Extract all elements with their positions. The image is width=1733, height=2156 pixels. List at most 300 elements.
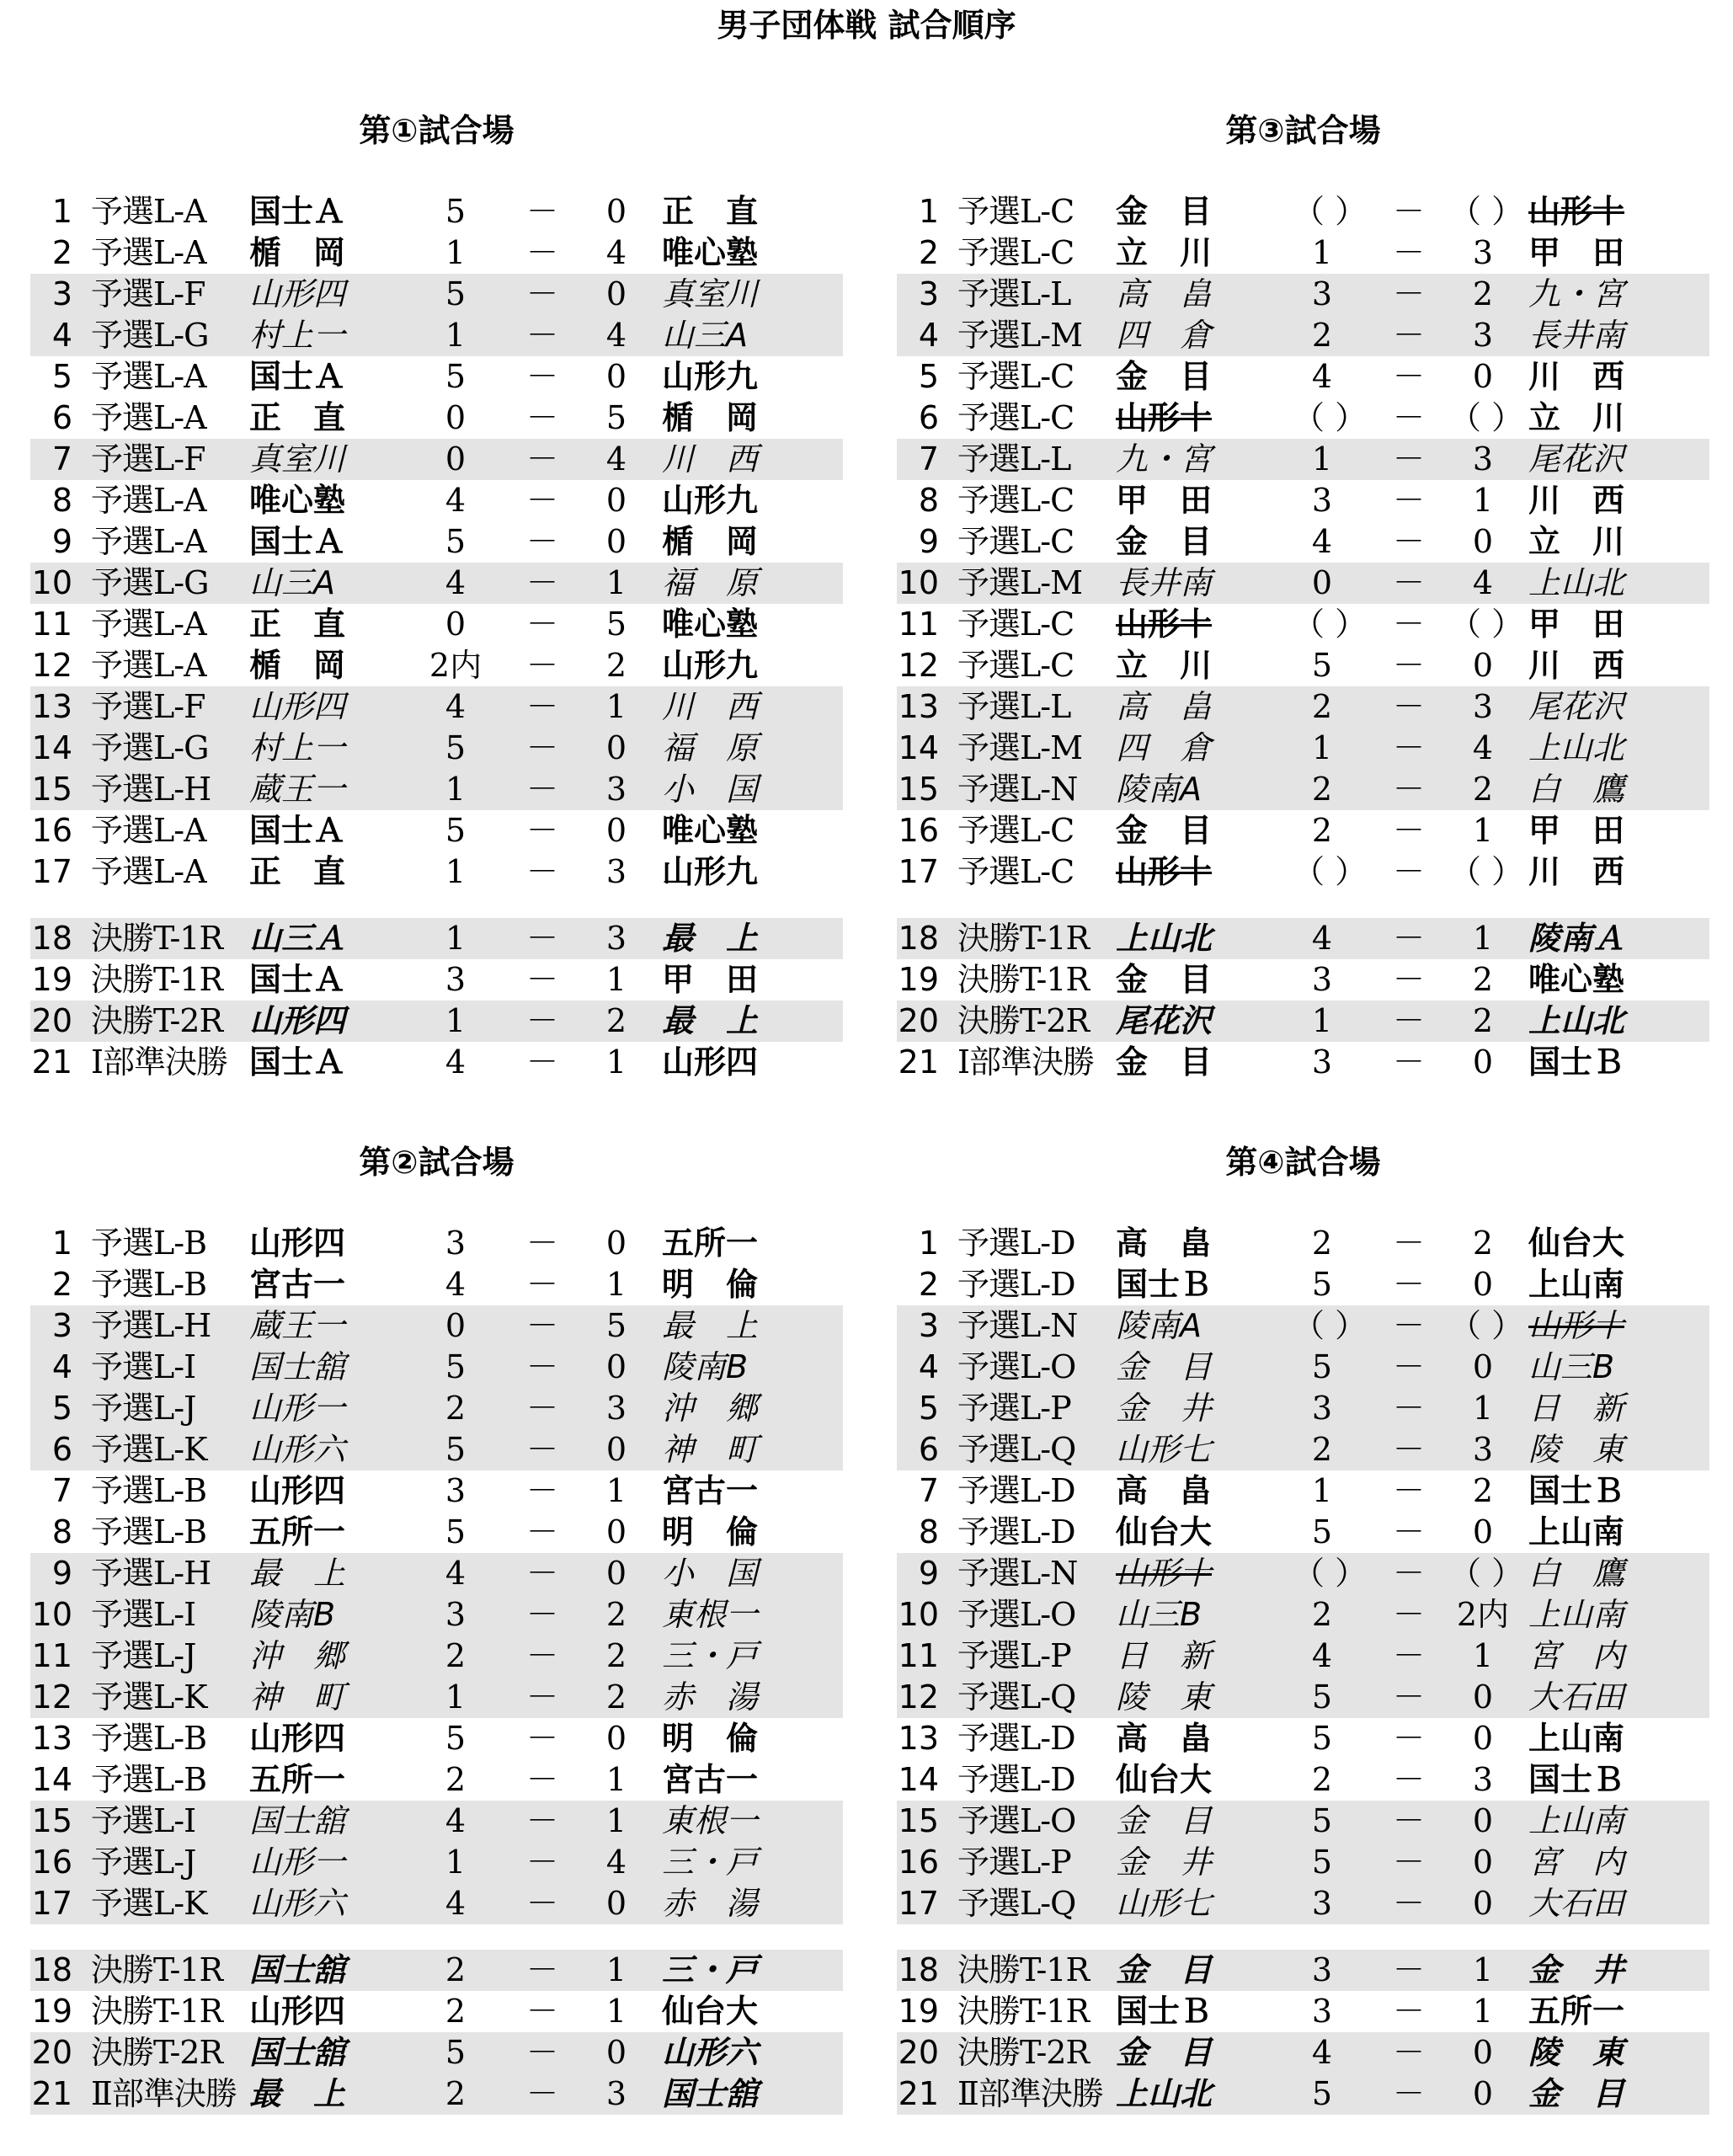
home-score: （ ）: [1293, 193, 1368, 230]
match-round: 予選L-C: [957, 606, 1074, 643]
home-team: 金 井: [1116, 1844, 1213, 1881]
match-number: 15: [898, 1802, 939, 1839]
match-round: 予選L-A: [91, 482, 206, 519]
home-team: 陵 東: [1116, 1678, 1213, 1716]
match-number: 20: [898, 2034, 939, 2071]
away-score: 1: [605, 564, 627, 601]
match-round: 予選L-A: [91, 812, 206, 849]
home-team: 甲 田: [1116, 482, 1213, 519]
match-row: [897, 810, 1709, 851]
match-row: [30, 315, 843, 356]
match-row: [30, 686, 843, 728]
home-score: 1: [1311, 440, 1333, 478]
away-score: 1: [605, 1472, 627, 1509]
home-score: 1: [1311, 234, 1333, 271]
away-team: 大石田: [1528, 1885, 1625, 1922]
venue-title: 第①試合場: [359, 112, 515, 149]
away-score: 0: [605, 1513, 627, 1550]
away-team: 正 直: [662, 193, 759, 230]
match-row: [30, 851, 843, 893]
home-team: 山形一: [249, 1390, 346, 1427]
away-team: 宮 内: [1528, 1637, 1625, 1674]
score-dash: －: [1392, 275, 1425, 312]
home-team: 村上一: [249, 317, 346, 354]
match-row: [897, 439, 1709, 480]
home-score: 2: [445, 1761, 467, 1798]
score-dash: －: [1392, 812, 1425, 849]
match-number: 6: [51, 1431, 72, 1468]
match-round: 予選L-A: [91, 647, 206, 684]
away-team: 山形九: [662, 358, 759, 395]
away-team: 金 目: [1528, 2075, 1625, 2112]
home-score: （ ）: [1293, 1307, 1368, 1344]
away-score: 2: [1472, 1225, 1494, 1262]
home-team: 山形四: [249, 275, 346, 312]
away-team: 陵 東: [1528, 1431, 1625, 1468]
away-team: 五所一: [1528, 1993, 1625, 2030]
match-row: [30, 1991, 843, 2032]
match-row: [897, 1429, 1709, 1470]
away-score: 3: [605, 2075, 627, 2112]
away-score: 0: [1472, 1885, 1494, 1922]
home-team: 山三B: [1116, 1596, 1202, 1633]
away-team: 陵南Ａ: [1528, 920, 1625, 957]
home-score: （ ）: [1293, 1555, 1368, 1592]
away-score: 2: [605, 647, 627, 684]
home-score: 2: [1311, 1596, 1333, 1633]
match-number: 2: [918, 1266, 939, 1303]
match-number: 1: [918, 1225, 939, 1262]
away-score: 3: [1472, 440, 1494, 478]
match-round: 予選L-B: [91, 1513, 206, 1550]
home-score: 3: [1311, 1885, 1333, 1922]
match-round: 決勝T-1R: [91, 1993, 223, 2030]
match-round: 決勝T-1R: [91, 920, 223, 957]
match-round: 予選L-D: [957, 1225, 1075, 1262]
match-number: 15: [31, 771, 72, 808]
home-team: 山形四: [249, 1993, 346, 2030]
home-score: 2: [445, 2075, 467, 2112]
score-dash: －: [525, 1951, 558, 1988]
match-row: [897, 645, 1709, 686]
match-number: 14: [31, 729, 72, 766]
score-dash: －: [1392, 399, 1425, 436]
away-team: 福 原: [662, 564, 759, 601]
match-number: 2: [918, 234, 939, 271]
match-row: [30, 1883, 843, 1924]
match-row: [30, 1636, 843, 1677]
away-score: 2: [1472, 1002, 1494, 1039]
match-round: 予選L-O: [957, 1596, 1076, 1633]
match-number: 2: [51, 234, 72, 271]
away-score: 3: [1472, 1761, 1494, 1798]
home-team: 最 上: [249, 2075, 346, 2112]
away-score: 2: [1472, 275, 1494, 312]
away-team: 楯 岡: [662, 523, 759, 560]
match-row: [897, 315, 1709, 356]
match-round: 予選L-Q: [957, 1678, 1076, 1716]
away-team: 日 新: [1528, 1390, 1625, 1427]
home-team: 国士舘: [249, 1802, 346, 1839]
venue-panel-3: [897, 109, 1709, 1081]
home-team: 山形四: [249, 1225, 346, 1262]
score-dash: －: [1392, 1043, 1425, 1081]
home-score: 5: [445, 1431, 467, 1468]
match-number: 16: [898, 1844, 939, 1881]
match-row: [30, 1429, 843, 1470]
match-number: 16: [31, 1844, 72, 1881]
away-team: 上山南: [1528, 1513, 1625, 1550]
match-round: 予選L-P: [957, 1390, 1071, 1427]
home-score: 2: [445, 1390, 467, 1427]
score-dash: －: [525, 1637, 558, 1674]
match-row: [30, 1677, 843, 1718]
home-team: 楯 岡: [249, 647, 346, 684]
score-dash: －: [525, 647, 558, 684]
match-number: 9: [51, 1555, 72, 1592]
match-row: [30, 1305, 843, 1347]
away-team: 上山南: [1528, 1720, 1625, 1757]
home-team: 金 目: [1116, 1802, 1213, 1839]
match-number: 7: [918, 1472, 939, 1509]
score-dash: －: [1392, 1390, 1425, 1427]
score-dash: －: [525, 1555, 558, 1592]
home-team: 上山北: [1116, 2075, 1213, 2112]
match-row: [897, 959, 1709, 1001]
match-number: 19: [898, 1993, 939, 2030]
away-score: 4: [1472, 729, 1494, 766]
match-row: [30, 1950, 843, 1991]
match-row: [897, 398, 1709, 439]
away-team: 川 西: [1528, 358, 1625, 395]
home-team: 山形七: [1116, 1431, 1213, 1468]
score-dash: －: [1392, 688, 1425, 725]
match-round: 予選L-M: [957, 317, 1082, 354]
away-team: 宮古一: [662, 1761, 759, 1798]
away-team: 沖 郷: [662, 1390, 759, 1427]
home-team: 山形六: [249, 1431, 346, 1468]
away-score: 0: [605, 1348, 627, 1385]
home-score: （ ）: [1293, 399, 1368, 436]
score-dash: －: [1392, 358, 1425, 395]
match-round: 予選L-C: [957, 523, 1074, 560]
home-team: 国士Ａ: [249, 961, 346, 998]
away-score: 0: [605, 523, 627, 560]
away-score: （ ）: [1449, 1555, 1524, 1592]
venue-title: 第④試合場: [1225, 1144, 1381, 1181]
score-dash: －: [1392, 1637, 1425, 1674]
score-dash: －: [525, 1802, 558, 1839]
home-score: 3: [1311, 275, 1333, 312]
home-team: 金 目: [1116, 1951, 1213, 1988]
away-score: 3: [1472, 1431, 1494, 1468]
home-score: 0: [445, 606, 467, 643]
home-team: 高 畠: [1116, 688, 1213, 725]
home-score: 3: [1311, 1043, 1333, 1081]
score-dash: －: [1392, 2075, 1425, 2112]
match-round: 決勝T-2R: [957, 2034, 1090, 2071]
away-score: 0: [605, 1225, 627, 1262]
match-round: 決勝T-1R: [957, 1993, 1090, 2030]
match-round: 予選L-A: [91, 193, 206, 230]
score-dash: －: [1392, 1225, 1425, 1262]
match-round: 予選L-D: [957, 1266, 1075, 1303]
score-dash: －: [1392, 1513, 1425, 1550]
score-dash: －: [525, 1307, 558, 1344]
score-dash: －: [525, 771, 558, 808]
home-team: 高 畠: [1116, 1472, 1213, 1509]
home-score: 0: [445, 1307, 467, 1344]
home-score: 5: [445, 729, 467, 766]
away-score: 0: [605, 729, 627, 766]
home-team: 山三Ａ: [249, 920, 346, 957]
home-score: 5: [445, 275, 467, 312]
match-round: 予選L-B: [91, 1761, 206, 1798]
score-dash: －: [1392, 440, 1425, 478]
away-score: 1: [605, 1761, 627, 1798]
match-row: [30, 2032, 843, 2073]
away-score: 0: [1472, 1844, 1494, 1881]
away-team: 甲 田: [1528, 234, 1625, 271]
match-row: [897, 1801, 1709, 1842]
match-number: 13: [898, 688, 939, 725]
away-team: 山形四: [662, 1043, 759, 1081]
match-row: [30, 918, 843, 959]
home-team: 唯心塾: [249, 482, 346, 519]
match-number: 7: [51, 1472, 72, 1509]
away-score: 2: [1472, 961, 1494, 998]
home-score: 1: [445, 771, 467, 808]
match-round: 予選L-Q: [957, 1885, 1076, 1922]
match-row: [897, 2032, 1709, 2073]
home-score: 4: [1311, 1637, 1333, 1674]
away-team: 最 上: [662, 1002, 759, 1039]
home-team: 国士舘: [249, 1348, 346, 1385]
match-number: 18: [31, 1951, 72, 1988]
match-number: 12: [898, 647, 939, 684]
score-dash: －: [1392, 606, 1425, 643]
score-dash: －: [525, 1720, 558, 1757]
home-score: 4: [445, 688, 467, 725]
score-dash: －: [525, 853, 558, 890]
away-team: 唯心塾: [662, 812, 759, 849]
home-team: 国士Ａ: [249, 523, 346, 560]
match-number: 20: [31, 1002, 72, 1039]
match-number: 9: [918, 523, 939, 560]
match-number: 18: [898, 920, 939, 957]
match-row: [897, 191, 1709, 232]
match-round: 予選L-B: [91, 1225, 206, 1262]
away-team: 甲 田: [1528, 606, 1625, 643]
match-row: [897, 1512, 1709, 1553]
match-number: 4: [918, 317, 939, 354]
match-number: 5: [918, 358, 939, 395]
score-dash: －: [525, 1390, 558, 1427]
home-team: 山三A: [249, 564, 335, 601]
score-dash: －: [525, 2075, 558, 2112]
away-team: 白 鷹: [1528, 771, 1625, 808]
home-team: 正 直: [249, 399, 346, 436]
home-team: 山形十: [1116, 606, 1213, 643]
home-score: 5: [445, 812, 467, 849]
match-round: 予選L-A: [91, 358, 206, 395]
away-team: 楯 岡: [662, 399, 759, 436]
home-score: 5: [445, 1720, 467, 1757]
home-team: 立 川: [1116, 647, 1213, 684]
match-round: 予選L-I: [91, 1596, 196, 1633]
score-dash: －: [1392, 961, 1425, 998]
home-team: 宮古一: [249, 1266, 346, 1303]
score-dash: －: [525, 1225, 558, 1262]
away-team: 福 原: [662, 729, 759, 766]
match-number: 1: [51, 193, 72, 230]
match-row: [30, 1347, 843, 1388]
away-score: 3: [605, 1390, 627, 1427]
home-score: 1: [1311, 1002, 1333, 1039]
away-score: （ ）: [1449, 399, 1524, 436]
match-number: 13: [31, 1720, 72, 1757]
home-team: 山形四: [249, 1472, 346, 1509]
match-number: 7: [918, 440, 939, 478]
home-team: 蔵王一: [249, 1307, 346, 1344]
match-row: [30, 604, 843, 645]
home-score: 2内: [429, 647, 483, 684]
away-score: 1: [1472, 812, 1494, 849]
away-score: 0: [605, 1431, 627, 1468]
home-team: 高 畠: [1116, 1225, 1213, 1262]
match-number: 17: [898, 853, 939, 890]
home-score: 5: [1311, 1720, 1333, 1757]
score-dash: －: [525, 1431, 558, 1468]
home-team: 金 目: [1116, 2034, 1213, 2071]
away-team: 国士Ｂ: [1528, 1472, 1625, 1509]
home-score: 4: [445, 1555, 467, 1592]
score-dash: －: [1392, 1993, 1425, 2030]
score-dash: －: [525, 1513, 558, 1550]
match-row: [897, 1677, 1709, 1718]
away-team: 陵南B: [662, 1348, 749, 1385]
score-dash: －: [525, 1348, 558, 1385]
match-row: [897, 851, 1709, 893]
away-team: 明 倫: [662, 1513, 759, 1550]
match-round: 予選L-H: [91, 1307, 211, 1344]
match-round: 予選L-J: [91, 1844, 196, 1881]
away-team: 山三B: [1528, 1348, 1615, 1385]
match-row: [30, 959, 843, 1001]
match-number: 17: [898, 1885, 939, 1922]
match-number: 6: [918, 1431, 939, 1468]
away-team: 川 西: [1528, 853, 1625, 890]
match-row: [897, 1470, 1709, 1512]
venue-panel-2: [30, 1141, 843, 2112]
home-team: 国士Ｂ: [1116, 1266, 1213, 1303]
home-team: 山形四: [249, 688, 346, 725]
match-number: 12: [31, 1678, 72, 1716]
score-dash: －: [1392, 853, 1425, 890]
away-score: 0: [605, 358, 627, 395]
home-team: 金 井: [1116, 1390, 1213, 1427]
score-dash: －: [1392, 1885, 1425, 1922]
home-team: 国士舘: [249, 1951, 346, 1988]
score-dash: －: [525, 482, 558, 519]
match-round: 予選L-A: [91, 606, 206, 643]
away-team: 九・宮: [1528, 275, 1625, 312]
match-round: 予選L-G: [91, 729, 209, 766]
match-row: [897, 2073, 1709, 2115]
home-score: 2: [1311, 1225, 1333, 1262]
score-dash: －: [1392, 729, 1425, 766]
home-team: 高 畠: [1116, 275, 1213, 312]
home-team: 正 直: [249, 606, 346, 643]
match-round: 予選L-G: [91, 564, 209, 601]
match-round: 予選L-N: [957, 1307, 1078, 1344]
match-row: [897, 1636, 1709, 1677]
score-dash: －: [1392, 920, 1425, 957]
home-team: 山形四: [249, 1002, 346, 1039]
home-score: 3: [1311, 1951, 1333, 1988]
match-round: 予選L-C: [957, 853, 1074, 890]
away-team: 小 国: [662, 1555, 759, 1592]
match-number: 11: [898, 1637, 939, 1674]
home-score: （ ）: [1293, 606, 1368, 643]
score-dash: －: [525, 1266, 558, 1303]
away-team: 山形九: [662, 482, 759, 519]
match-number: 2: [51, 1266, 72, 1303]
match-number: 20: [898, 1002, 939, 1039]
match-round: Ⅱ部準決勝: [957, 2075, 1103, 2112]
match-row: [897, 1388, 1709, 1429]
venue-panel-4: [897, 1141, 1709, 2112]
home-team: 陵南B: [249, 1596, 336, 1633]
match-row: [30, 1594, 843, 1636]
match-number: 15: [31, 1802, 72, 1839]
home-team: 真室川: [249, 440, 346, 478]
away-team: 赤 湯: [662, 1678, 759, 1716]
match-number: 10: [31, 1596, 72, 1633]
away-team: 神 町: [662, 1431, 759, 1468]
home-score: 1: [445, 1844, 467, 1881]
match-row: [30, 356, 843, 398]
away-team: 仙台大: [1528, 1225, 1625, 1262]
away-score: 1: [605, 1802, 627, 1839]
away-score: 0: [1472, 1513, 1494, 1550]
away-score: 1: [1472, 1951, 1494, 1988]
match-number: 13: [31, 688, 72, 725]
home-team: 正 直: [249, 853, 346, 890]
match-number: 1: [51, 1225, 72, 1262]
match-round: 予選L-M: [957, 564, 1082, 601]
match-row: [30, 728, 843, 769]
match-round: 予選L-C: [957, 234, 1074, 271]
home-team: 上山北: [1116, 920, 1213, 957]
home-score: 3: [1311, 482, 1333, 519]
venue-title: 第②試合場: [359, 1144, 515, 1181]
match-row: [30, 480, 843, 521]
match-row: [897, 1305, 1709, 1347]
away-team: 立 川: [1528, 523, 1625, 560]
away-score: 3: [605, 920, 627, 957]
away-team: 川 西: [662, 440, 759, 478]
score-dash: －: [525, 961, 558, 998]
home-score: 0: [1311, 564, 1333, 601]
home-team: 神 町: [249, 1678, 346, 1716]
away-score: 0: [605, 1555, 627, 1592]
match-number: 12: [898, 1678, 939, 1716]
home-score: 5: [1311, 1802, 1333, 1839]
match-round: 予選L-N: [957, 771, 1078, 808]
away-score: 1: [1472, 1993, 1494, 2030]
away-score: 2: [605, 1678, 627, 1716]
